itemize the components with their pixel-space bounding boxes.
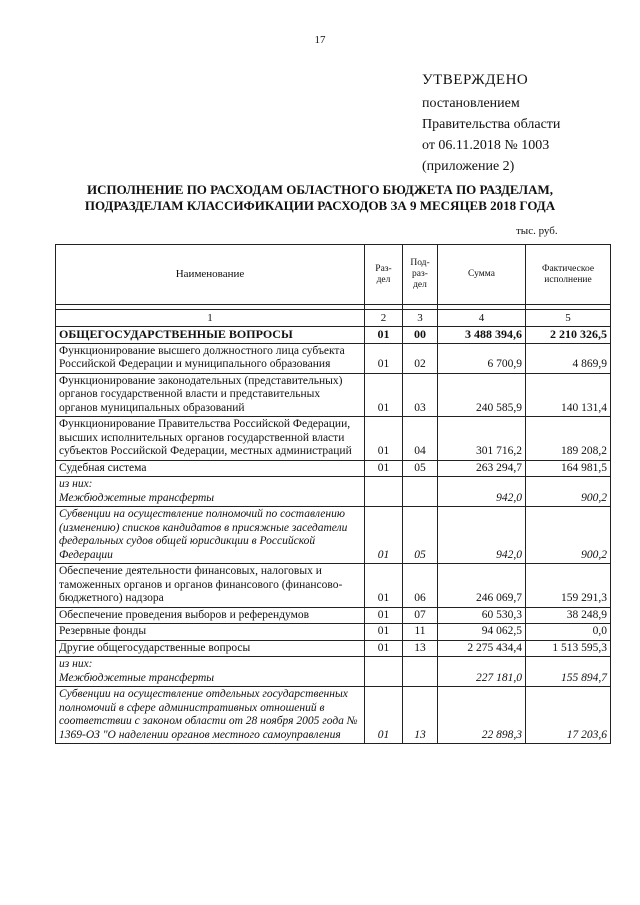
row-section: 01	[365, 564, 403, 608]
budget-table	[55, 244, 611, 744]
table-row	[56, 624, 611, 641]
row-sum: 94 062,5	[438, 624, 526, 641]
row-subsection: 13	[403, 640, 438, 657]
row-section: 01	[365, 687, 403, 744]
units-label: тыс. руб.	[516, 225, 558, 237]
row-sum: 240 585,9	[438, 373, 526, 417]
row-name: Функционирование высшего должностного лица субъекта Российской Федерации и муниципального образования	[56, 343, 365, 373]
row-sum: 3 488 394,6	[438, 327, 526, 344]
row-subsection: 06	[403, 564, 438, 608]
row-name: ОБЩЕГОСУДАРСТВЕННЫЕ ВОПРОСЫ	[56, 327, 365, 344]
approval-stamp: УТВЕРЖДЕНО	[422, 72, 529, 88]
page-number: 17	[314, 34, 326, 46]
header-subsection-line: раз-	[412, 269, 428, 279]
row-section: 01	[365, 343, 403, 373]
title-line: ИСПОЛНЕНИЕ ПО РАСХОДАМ ОБЛАСТНОГО БЮДЖЕТА ПО РАЗДЕЛАМ,	[87, 182, 553, 197]
header-actual-line: Фактическое	[541, 263, 595, 274]
row-subsection: 13	[403, 687, 438, 744]
row-sum: 263 294,7	[438, 460, 526, 477]
row-name: Другие общегосударственные вопросы	[56, 640, 365, 657]
row-name-text: Межбюджетные трансферты	[59, 491, 215, 504]
header-name: Наименование	[56, 245, 365, 305]
row-section: 01	[365, 373, 403, 417]
title-line: ПОДРАЗДЕЛАМ КЛАССИФИКАЦИИ РАСХОДОВ ЗА 9 МЕСЯЦЕВ 2018 ГОДА	[84, 198, 556, 213]
row-name	[56, 657, 365, 687]
approval-line: от 06.11.2018 № 1003	[422, 138, 550, 153]
table-row	[56, 343, 611, 373]
row-actual: 140 131,4	[526, 373, 611, 417]
row-actual: 17 203,6	[526, 687, 611, 744]
row-section	[365, 477, 403, 507]
table-row	[56, 507, 611, 564]
row-name: Судебная система	[56, 460, 365, 477]
row-actual: 900,2	[526, 477, 611, 507]
row-section: 01	[365, 624, 403, 641]
table-row	[56, 327, 611, 344]
row-sum: 301 716,2	[438, 417, 526, 461]
header-section-line: дел	[376, 274, 391, 285]
header-subsection-line: Под-	[410, 258, 430, 268]
row-section: 01	[365, 507, 403, 564]
row-name-prefix: из них:	[59, 478, 93, 490]
row-name-prefix: из них:	[59, 658, 93, 670]
table-row	[56, 460, 611, 477]
header-sum: Сумма	[438, 245, 526, 305]
row-section: 01	[365, 640, 403, 657]
table-row	[56, 373, 611, 417]
row-name: Обеспечение деятельности финансовых, налоговых и таможенных органов и органов финансового (финансово-бюджетного) надзора	[56, 564, 365, 608]
row-actual: 189 208,2	[526, 417, 611, 461]
row-sum: 60 530,3	[438, 607, 526, 624]
row-actual: 38 248,9	[526, 607, 611, 624]
column-number: 5	[526, 310, 611, 327]
row-subsection: 05	[403, 460, 438, 477]
row-name: Обеспечение проведения выборов и референдумов	[56, 607, 365, 624]
row-section: 01	[365, 417, 403, 461]
row-sum: 22 898,3	[438, 687, 526, 744]
column-number-row	[56, 310, 611, 327]
approval-line: (приложение 2)	[422, 159, 515, 174]
table-row	[56, 640, 611, 657]
column-number: 3	[403, 310, 438, 327]
row-actual: 4 869,9	[526, 343, 611, 373]
column-number: 1	[56, 310, 365, 327]
row-actual: 0,0	[526, 624, 611, 641]
row-subsection: 11	[403, 624, 438, 641]
row-sum: 227 181,0	[438, 657, 526, 687]
row-section: 01	[365, 327, 403, 344]
row-name: Функционирование законодательных (представительных) органов государственной власти и представительных органов муниципальных образований	[56, 373, 365, 417]
row-name: Функционирование Правительства Российской Федерации, высших исполнительных органов государственной власти субъектов Российской Федерации, местных администраций	[56, 417, 365, 461]
row-name: Резервные фонды	[56, 624, 365, 641]
table-row	[56, 607, 611, 624]
row-actual: 1 513 595,3	[526, 640, 611, 657]
row-subsection: 03	[403, 373, 438, 417]
approval-line: постановлением	[422, 96, 520, 111]
row-sum: 942,0	[438, 477, 526, 507]
column-number: 2	[365, 310, 403, 327]
header-actual	[526, 245, 611, 305]
row-name: Субвенции на осуществление полномочий по составлению (изменению) списков кандидатов в присяжные заседатели федеральных судов общей юрисдикции в Российской Федерации	[56, 507, 365, 564]
row-sum: 942,0	[438, 507, 526, 564]
header-section-line: Раз-	[375, 263, 392, 274]
approval-line: Правительства области	[422, 117, 561, 132]
row-subsection: 02	[403, 343, 438, 373]
row-section: 01	[365, 460, 403, 477]
row-name	[56, 477, 365, 507]
row-actual: 2 210 326,5	[526, 327, 611, 344]
column-number: 4	[438, 310, 526, 327]
row-actual: 164 981,5	[526, 460, 611, 477]
row-actual: 159 291,3	[526, 564, 611, 608]
table-row	[56, 417, 611, 461]
header-actual-line: исполнение	[544, 274, 592, 285]
row-subsection	[403, 477, 438, 507]
table-row	[56, 477, 611, 507]
row-section: 01	[365, 607, 403, 624]
row-subsection	[403, 657, 438, 687]
table-row	[56, 687, 611, 744]
row-sum: 6 700,9	[438, 343, 526, 373]
table-header-row	[56, 245, 611, 305]
table-row	[56, 657, 611, 687]
header-subsection-line: дел	[413, 280, 427, 290]
row-subsection: 05	[403, 507, 438, 564]
row-sum: 246 069,7	[438, 564, 526, 608]
approval-block	[422, 70, 560, 177]
row-sum: 2 275 434,4	[438, 640, 526, 657]
row-section	[365, 657, 403, 687]
row-subsection: 07	[403, 607, 438, 624]
row-actual: 900,2	[526, 507, 611, 564]
document-title	[20, 182, 620, 214]
header-section	[365, 245, 403, 305]
row-name-text: Межбюджетные трансферты	[59, 671, 215, 684]
row-subsection: 00	[403, 327, 438, 344]
row-name: Субвенции на осуществление отдельных государственных полномочий в сфере административных отношений в соответствии с законом области от 28 ноября 2005 года № 1369-ОЗ "О наделении органов местного самоуправления	[56, 687, 365, 744]
table-row	[56, 564, 611, 608]
row-subsection: 04	[403, 417, 438, 461]
row-actual: 155 894,7	[526, 657, 611, 687]
header-subsection	[403, 245, 438, 305]
